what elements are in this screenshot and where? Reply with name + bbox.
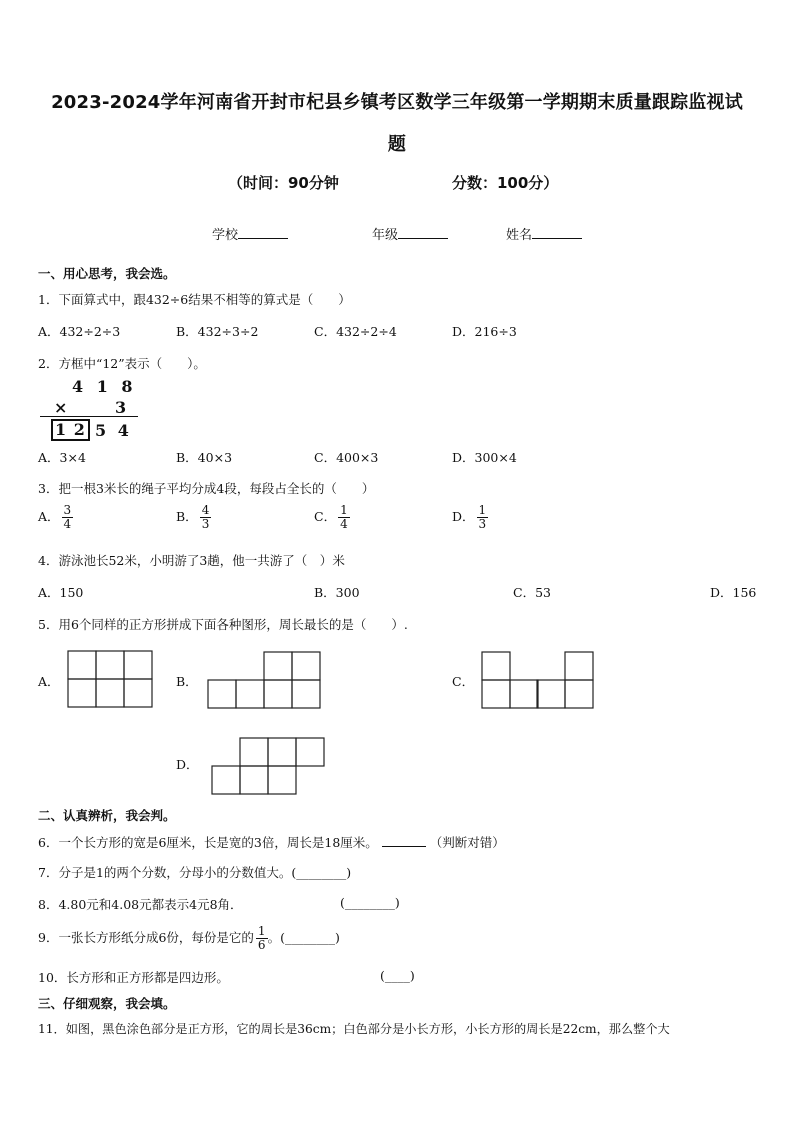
q2-option-d[interactable]: D．300×4	[452, 450, 517, 465]
vmult-rest: 5 4	[95, 421, 132, 440]
q3-option-b[interactable]	[176, 504, 211, 531]
q5-option-c[interactable]: C．	[452, 674, 475, 689]
q4-option-b[interactable]: B．300	[314, 585, 360, 600]
q3-option-d[interactable]	[452, 504, 488, 531]
q9-line[interactable]	[38, 925, 340, 952]
q4-stem: 4．游泳池长52米，小明游了3趟，他一共游了（ ）米	[38, 553, 345, 568]
q7-text[interactable]: 7．分子是1的两个分数，分母小的分数值大。(________)	[38, 865, 352, 880]
q2-option-c[interactable]: C．400×3	[314, 450, 379, 465]
q9-text: 9．一张长方形纸分成6份，每份是它的	[38, 930, 254, 945]
q5-option-b[interactable]: B．	[176, 674, 198, 689]
q5-figure-b	[207, 651, 322, 709]
q2-option-b[interactable]: B．40×3	[176, 450, 233, 465]
q5-option-d[interactable]: D．	[176, 757, 199, 772]
q3-option-c[interactable]	[314, 504, 350, 531]
q5-figure-c	[481, 651, 594, 709]
exam-time: （时间：90分钟	[228, 174, 339, 192]
q4-option-d[interactable]: D．156	[710, 585, 757, 600]
q1-option-d[interactable]: D．216÷3	[452, 324, 517, 339]
q1-option-a[interactable]: A．432÷2÷3	[38, 324, 121, 339]
vmult-line	[40, 416, 138, 417]
q9-fraction: $\frac{1}{6}$	[257, 924, 266, 952]
q1-option-b[interactable]: B．432÷3÷2	[176, 324, 259, 339]
name-blank[interactable]	[532, 226, 582, 239]
q4-option-c[interactable]: C．53	[513, 585, 551, 600]
q8-text: 8．4.80元和4.08元都表示4元8角．	[38, 897, 243, 912]
grade-field	[372, 224, 448, 243]
q6-judge-note: （判断对错）	[429, 835, 505, 850]
q3-option-c-label: C．	[314, 509, 337, 524]
fraction: $\frac{1}{3}$	[478, 503, 487, 531]
page-title-line2: 题	[387, 134, 407, 155]
grade-label: 年级	[372, 228, 399, 243]
name-field	[506, 224, 582, 243]
q1-stem: 1．下面算式中，跟432÷6结果不相等的算式是（ ）	[38, 292, 351, 307]
vmult-top: 4 1 8	[72, 377, 137, 396]
q4-option-a[interactable]: A．150	[38, 585, 84, 600]
q11-text: 11．如图，黑色涂色部分是正方形，它的周长是36cm；白色部分是小长方形，小长方形的周长是22cm，那么整个大	[38, 1022, 670, 1036]
q10-answer-blank[interactable]: (____)	[380, 968, 415, 983]
exam-score: 分数：100分）	[452, 174, 559, 192]
section3-heading: 三、仔细观察，我会填。	[38, 996, 176, 1011]
q9-answer-blank[interactable]: 。(________)	[267, 930, 340, 945]
q3-stem: 3．把一根3米长的绳子平均分成4段，每段占全长的（ ）	[38, 481, 375, 496]
q10-text: 10．长方形和正方形都是四边形。	[38, 970, 229, 985]
q5-figure-a	[67, 650, 153, 708]
fraction: $\frac{3}{4}$	[63, 503, 72, 531]
q3-option-a-label: A．	[38, 509, 60, 524]
school-label: 学校	[212, 228, 239, 243]
q6-answer-blank[interactable]	[382, 835, 426, 847]
vmult-multiplier: 3	[115, 398, 127, 417]
name-label: 姓名	[506, 228, 533, 243]
vmult-boxed-12: 1 2	[51, 419, 90, 441]
vmult-op: ×	[54, 398, 68, 417]
q3-option-a[interactable]	[38, 504, 73, 531]
q6-text: 6．一个长方形的宽是6厘米，长是宽的3倍，周长是18厘米。	[38, 835, 378, 850]
q5-figure-d	[211, 737, 326, 795]
grade-blank[interactable]	[398, 226, 448, 239]
q2-stem: 2．方框中“12”表示（ ）。	[38, 356, 206, 371]
q3-option-d-label: D．	[452, 509, 475, 524]
school-blank[interactable]	[238, 226, 288, 239]
q5-stem: 5．用6个同样的正方形拼成下面各种图形，周长最长的是（ ）.	[38, 617, 408, 632]
q8-answer-blank[interactable]: (________)	[340, 895, 400, 910]
school-field	[212, 224, 288, 243]
page-title-line1: 2023-2024学年河南省开封市杞县乡镇考区数学三年级第一学期期末质量跟踪监视试	[51, 92, 743, 113]
section1-heading: 一、用心思考，我会选。	[38, 266, 176, 281]
section2-heading: 二、认真辨析，我会判。	[38, 808, 176, 823]
fraction: $\frac{1}{4}$	[340, 503, 348, 531]
q3-option-b-label: B．	[176, 509, 198, 524]
q2-option-a[interactable]: A．3×4	[38, 450, 86, 465]
q1-option-c[interactable]: C．432÷2÷4	[314, 324, 397, 339]
fraction: $\frac{4}{3}$	[201, 503, 210, 531]
q5-option-a[interactable]: A．	[38, 674, 60, 689]
q6-line	[38, 833, 505, 851]
